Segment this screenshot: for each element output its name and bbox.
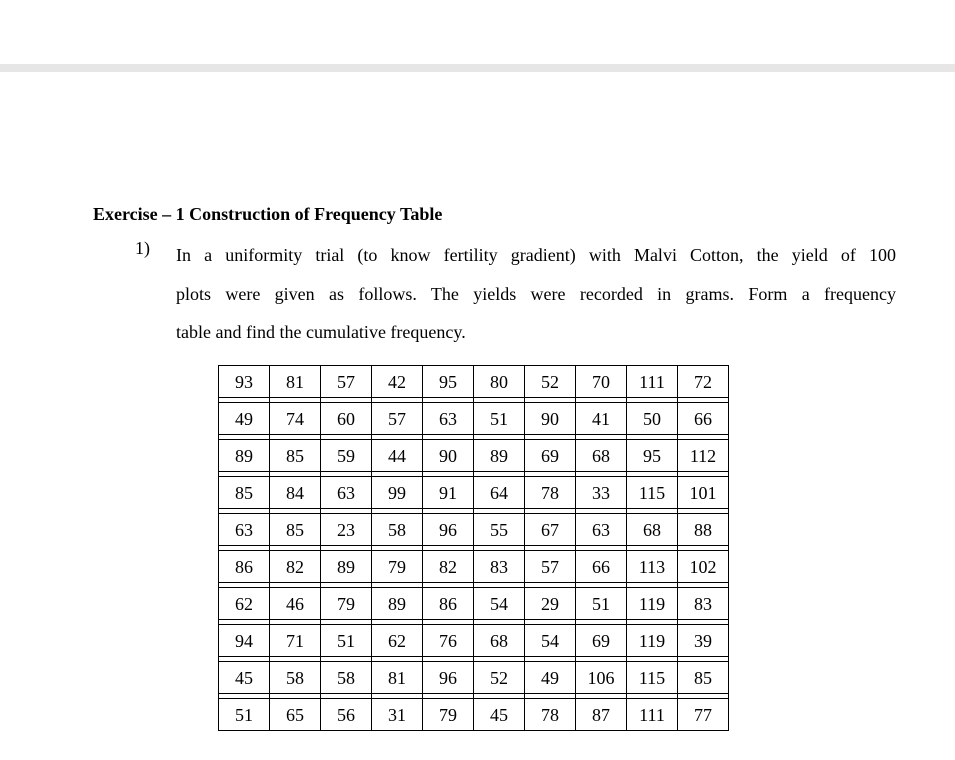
item-text-line: plots were given as follows. The yields were recorded in grams. Form a frequency — [176, 283, 896, 304]
table-cell: 31 — [372, 699, 423, 731]
table-cell: 57 — [372, 403, 423, 435]
table-cell: 69 — [525, 440, 576, 472]
table-cell: 52 — [474, 662, 525, 694]
table-cell: 39 — [678, 625, 729, 657]
table-cell: 51 — [219, 699, 270, 731]
table-cell: 63 — [219, 514, 270, 546]
table-row — [219, 440, 729, 472]
table-cell: 42 — [372, 366, 423, 398]
table-cell: 82 — [270, 551, 321, 583]
table-cell: 54 — [525, 625, 576, 657]
table-cell: 89 — [474, 440, 525, 472]
table-cell: 111 — [627, 699, 678, 731]
table-cell: 63 — [576, 514, 627, 546]
table-cell: 41 — [576, 403, 627, 435]
table-cell: 59 — [321, 440, 372, 472]
table-cell: 85 — [219, 477, 270, 509]
table-cell: 115 — [627, 662, 678, 694]
table-cell: 56 — [321, 699, 372, 731]
table-cell: 45 — [474, 699, 525, 731]
item-number: 1) — [135, 238, 150, 258]
table-cell: 58 — [372, 514, 423, 546]
table-cell: 86 — [423, 588, 474, 620]
table-cell: 23 — [321, 514, 372, 546]
table-cell: 33 — [576, 477, 627, 509]
table-cell: 89 — [321, 551, 372, 583]
item-text-line: table and find the cumulative frequency. — [176, 322, 466, 342]
table-row — [219, 366, 729, 398]
table-cell: 74 — [270, 403, 321, 435]
table-cell: 58 — [270, 662, 321, 694]
table-cell: 89 — [372, 588, 423, 620]
table-cell: 44 — [372, 440, 423, 472]
table-row — [219, 403, 729, 435]
table-cell: 86 — [219, 551, 270, 583]
table-cell: 49 — [219, 403, 270, 435]
table-cell: 51 — [474, 403, 525, 435]
table-cell: 90 — [525, 403, 576, 435]
table-row — [219, 625, 729, 657]
table-row — [219, 588, 729, 620]
table-cell: 82 — [423, 551, 474, 583]
table-cell: 78 — [525, 699, 576, 731]
table-cell: 45 — [219, 662, 270, 694]
table-cell: 65 — [270, 699, 321, 731]
table-cell: 68 — [474, 625, 525, 657]
table-cell: 60 — [321, 403, 372, 435]
exercise-heading: Exercise – 1 Construction of Frequency Table — [93, 204, 443, 224]
table-cell: 119 — [627, 588, 678, 620]
item-text-line: In a uniformity trial (to know fertility gradient) with Malvi Cotton, the yield of 100 — [176, 245, 896, 265]
table-cell: 66 — [678, 403, 729, 435]
table-cell: 78 — [525, 477, 576, 509]
table-cell: 49 — [525, 662, 576, 694]
top-divider-bar — [0, 64, 955, 72]
table-cell: 81 — [372, 662, 423, 694]
table-cell: 51 — [321, 625, 372, 657]
table-cell: 77 — [678, 699, 729, 731]
table-cell: 91 — [423, 477, 474, 509]
table-cell: 64 — [474, 477, 525, 509]
table-cell: 57 — [321, 366, 372, 398]
table-cell: 85 — [678, 662, 729, 694]
table-row — [219, 662, 729, 694]
table-cell: 113 — [627, 551, 678, 583]
table-cell: 102 — [678, 551, 729, 583]
table-cell: 101 — [678, 477, 729, 509]
table-cell: 99 — [372, 477, 423, 509]
table-cell: 58 — [321, 662, 372, 694]
table-cell: 119 — [627, 625, 678, 657]
table-cell: 71 — [270, 625, 321, 657]
table-cell: 79 — [423, 699, 474, 731]
table-cell: 79 — [372, 551, 423, 583]
table-cell: 50 — [627, 403, 678, 435]
table-cell: 106 — [576, 662, 627, 694]
table-cell: 95 — [627, 440, 678, 472]
table-cell: 83 — [678, 588, 729, 620]
table-cell: 95 — [423, 366, 474, 398]
table-cell: 84 — [270, 477, 321, 509]
table-cell: 46 — [270, 588, 321, 620]
item-text — [176, 236, 896, 352]
table-cell: 89 — [219, 440, 270, 472]
table-cell: 70 — [576, 366, 627, 398]
table-cell: 55 — [474, 514, 525, 546]
table-cell: 90 — [423, 440, 474, 472]
table-cell: 115 — [627, 477, 678, 509]
table-cell: 72 — [678, 366, 729, 398]
table-cell: 96 — [423, 514, 474, 546]
table-cell: 67 — [525, 514, 576, 546]
table-cell: 83 — [474, 551, 525, 583]
table-row — [219, 551, 729, 583]
table-cell: 111 — [627, 366, 678, 398]
table-cell: 57 — [525, 551, 576, 583]
table-row — [219, 514, 729, 546]
table-cell: 63 — [321, 477, 372, 509]
yield-data-table — [218, 365, 729, 731]
table-row — [219, 477, 729, 509]
table-cell: 29 — [525, 588, 576, 620]
table-cell: 68 — [576, 440, 627, 472]
table-cell: 80 — [474, 366, 525, 398]
table-cell: 52 — [525, 366, 576, 398]
table-cell: 62 — [372, 625, 423, 657]
table-cell: 81 — [270, 366, 321, 398]
table-cell: 68 — [627, 514, 678, 546]
table-cell: 62 — [219, 588, 270, 620]
table-row — [219, 699, 729, 731]
table-cell: 94 — [219, 625, 270, 657]
table-cell: 54 — [474, 588, 525, 620]
table-cell: 51 — [576, 588, 627, 620]
table-cell: 88 — [678, 514, 729, 546]
table-cell: 112 — [678, 440, 729, 472]
table-cell: 69 — [576, 625, 627, 657]
table-cell: 76 — [423, 625, 474, 657]
table-cell: 93 — [219, 366, 270, 398]
table-cell: 85 — [270, 514, 321, 546]
table-cell: 96 — [423, 662, 474, 694]
table-cell: 66 — [576, 551, 627, 583]
table-cell: 87 — [576, 699, 627, 731]
table-cell: 63 — [423, 403, 474, 435]
table-cell: 79 — [321, 588, 372, 620]
table-cell: 85 — [270, 440, 321, 472]
